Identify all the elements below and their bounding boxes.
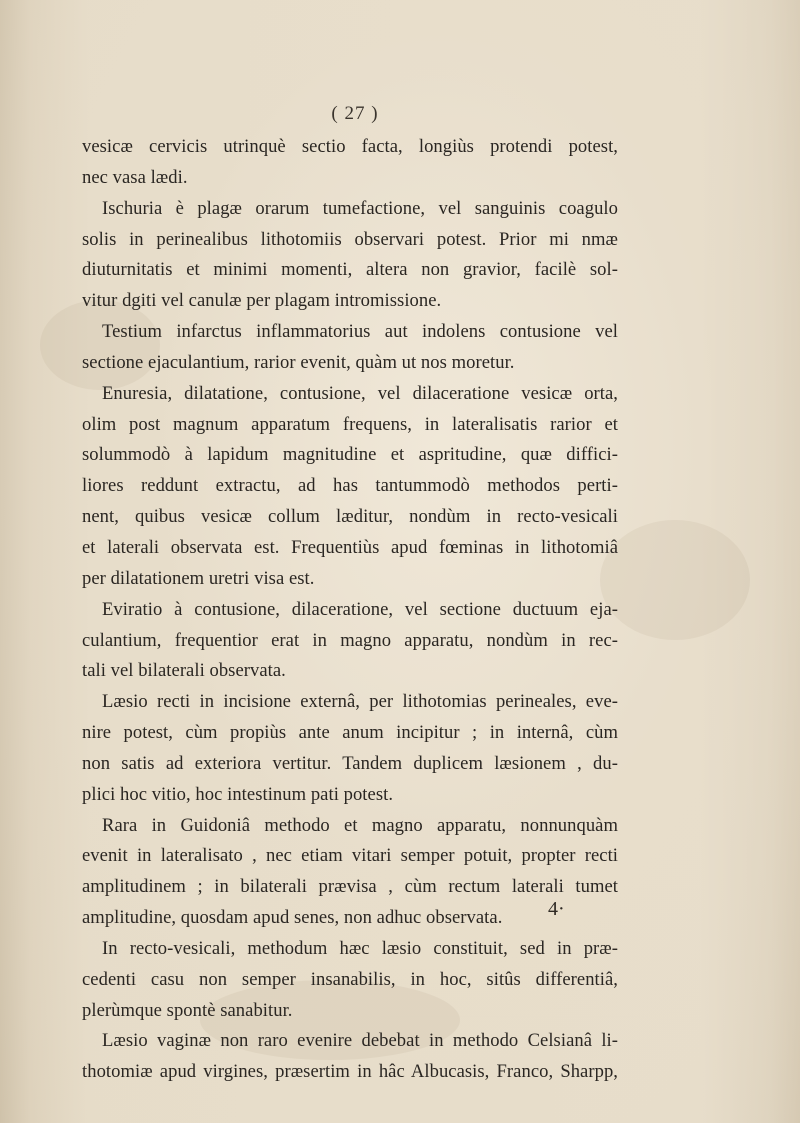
text-line: Rara in Guidoniâ methodo et magno apparatu, nonnunquàm [102,814,618,836]
text-line: diuturnitatis et minimi momenti, altera non gravior, facilè sol- [82,259,618,281]
text-line: cedenti casu non semper insanabilis, in hoc, sitûs differentiâ, [82,968,618,990]
text-line: amplitudine, quosdam apud senes, non adhuc observata. [82,907,503,929]
text-line: amplitudinem ; in bilaterali prævisa , cùm rectum laterali tumet [82,876,618,898]
text-line: plerùmque spontè sanabitur. [82,999,293,1021]
text-line: vesicæ cervicis utrinquè sectio facta, longiùs protendi potest, [82,136,618,157]
signature-mark: 4· [548,898,565,920]
text-line: Enuresia, dilatatione, contusione, vel dilaceratione vesicæ orta, [102,382,618,404]
text-line: thotomiæ apud virgines, præsertim in hâc Albucasis, Franco, Sharpp, [82,1061,618,1083]
text-line: culantium, frequentior erat in magno apparatu, nondùm in rec- [82,629,618,651]
text-line: olim post magnum apparatum frequens, in lateralisatis rarior et [82,413,618,435]
text-line: et laterali observata est. Frequentiùs apud fœminas in lithotomiâ [82,536,618,558]
text-line: Ischuria è plagæ orarum tumefactione, vel sanguinis coagulo [102,197,618,219]
text-line: solummodò à lapidum magnitudine et aspritudine, quæ diffici- [82,444,618,466]
text-line: vitur dgiti vel canulæ per plagam intromissione. [82,290,442,312]
text-line: solis in perinealibus lithotomiis observari potest. Prior mi nmæ [82,228,618,250]
text-line: Testium infarctus inflammatorius aut indolens contusione vel [102,321,618,343]
paper-stain [600,520,750,640]
text-line: nec vasa lædi. [82,166,188,188]
page-number: ( 27 ) [331,103,379,124]
text-line: Læsio recti in incisione externâ, per lithotomias perineales, eve- [102,691,618,713]
text-line: nire potest, cùm propiùs ante anum incipitur ; in internâ, cùm [82,722,618,744]
text-line: tali vel bilaterali observata. [82,660,286,682]
text-line: sectione ejaculantium, rarior evenit, quàm ut nos moretur. [82,351,515,373]
text-line: evenit in lateralisato , nec etiam vitari semper potuit, propter recti [82,845,618,867]
body-text [82,132,618,1088]
text-line: plici hoc vitio, hoc intestinum pati potest. [82,783,394,805]
text-line: Læsio vaginæ non raro evenire debebat in methodo Celsianâ li- [102,1030,618,1052]
text-line: liores reddunt extractu, ad has tantummodò methodos perti- [82,475,618,497]
text-line: nent, quibus vesicæ collum læditur, nondùm in recto-vesicali [82,506,618,528]
text-line: non satis ad exteriora vertitur. Tandem duplicem læsionem , du- [82,752,618,774]
text-line: Eviratio à contusione, dilaceratione, vel sectione ductuum eja- [102,598,618,620]
text-line: per dilatationem uretri visa est. [82,567,315,589]
text-line: In recto-vesicali, methodum hæc læsio constituit, sed in præ- [102,937,618,959]
